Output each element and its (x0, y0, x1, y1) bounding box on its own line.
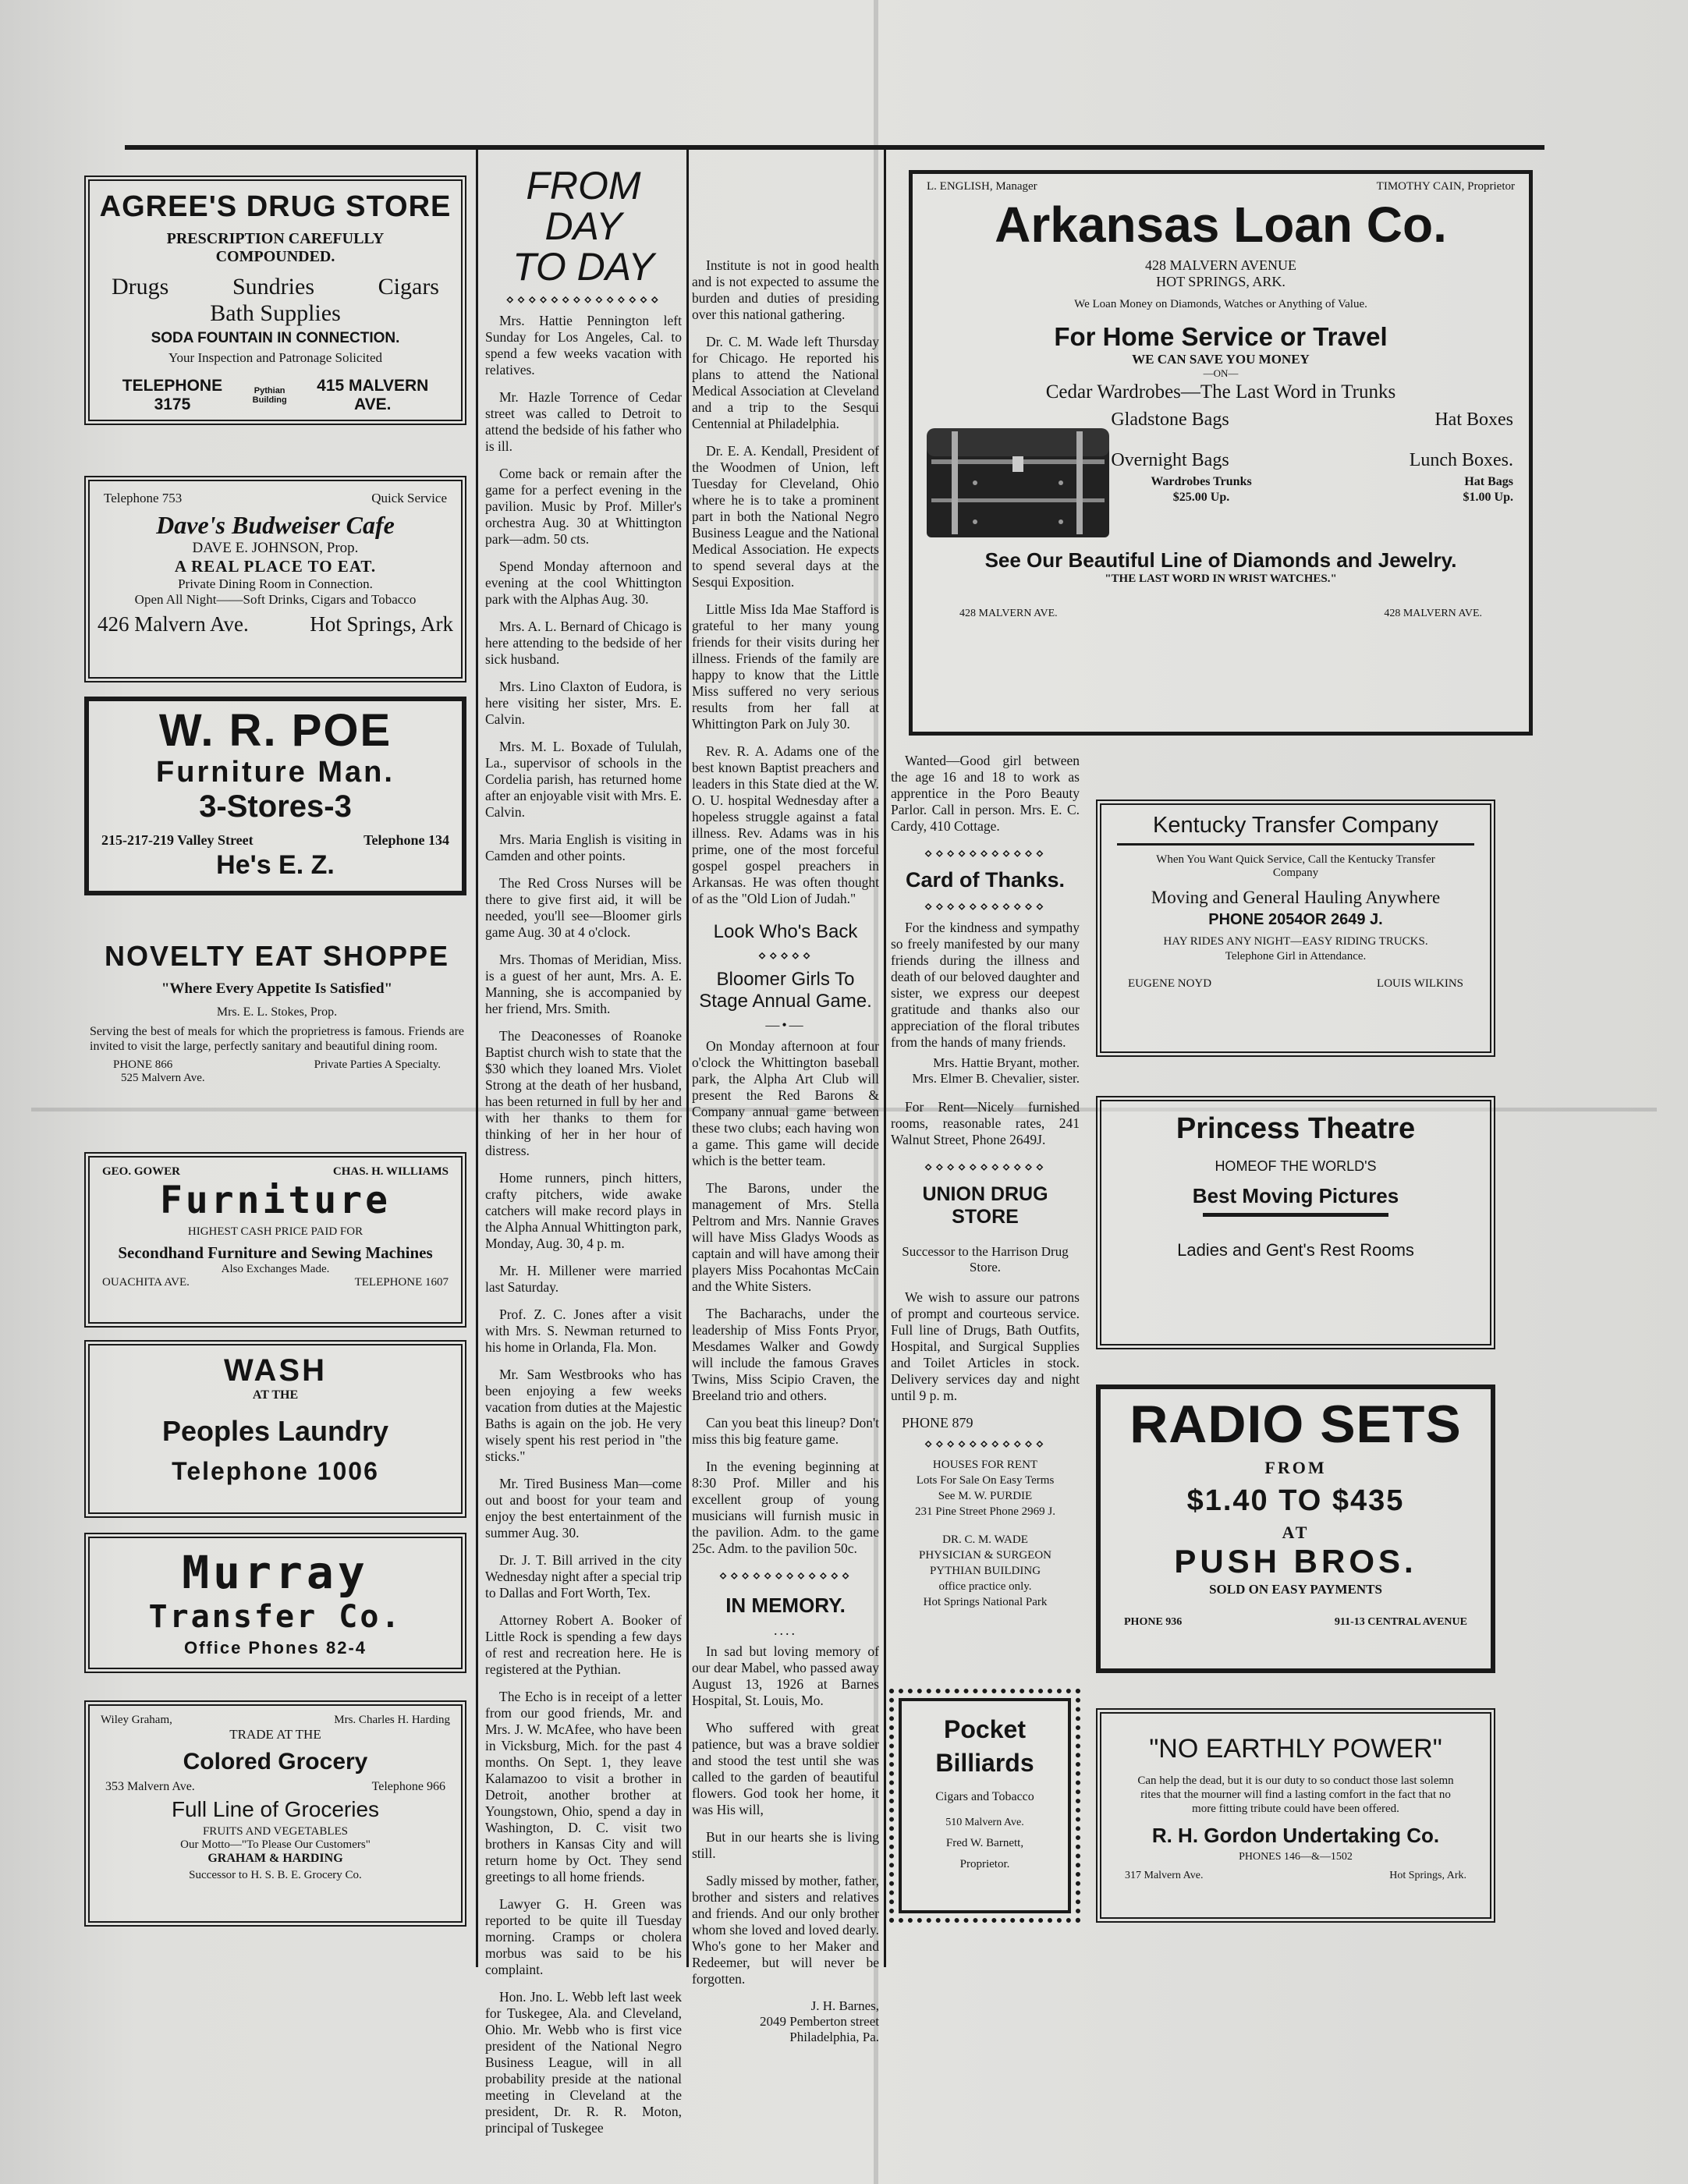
news-paragraph: Mrs. Lino Claxton of Eudora, is here visiting her sister, Mrs. E. Calvin. (485, 679, 682, 727)
ad-line: PYTHIAN BUILDING (929, 1565, 1041, 1577)
column-rule-2 (686, 150, 689, 1967)
ad-line: FROM (1264, 1458, 1327, 1477)
news-paragraph: Mr. Tired Business Man—come out and boost for your team and enjoy the best entertainment of the summer Aug. 30. (485, 1476, 682, 1540)
kentucky-transfer-ad (1096, 800, 1495, 1057)
news-paragraph: Prof. Z. C. Jones after a visit with Mrs. S. Newman returned to his home in Orlanda, Fla. Mon. (485, 1306, 682, 1355)
ad-address: 317 Malvern Ave. (1125, 1870, 1204, 1881)
ad-line: DR. C. M. WADE (942, 1533, 1028, 1546)
ad-line: Secondhand Furniture and Sewing Machines (118, 1243, 433, 1262)
ad-item: Overnight Bags (1111, 450, 1229, 470)
news-column-3 (692, 257, 879, 2044)
ad-line: Quick Service (371, 491, 447, 505)
news-paragraph: Mrs. Maria English is visiting in Camden and other points. (485, 831, 682, 863)
ad-title: Furniture (159, 1179, 392, 1222)
ad-telephone: Telephone 134 (363, 832, 449, 848)
ad-line: We Loan Money on Diamonds, Watches or Anything of Value. (1074, 298, 1367, 310)
news-paragraph: Spend Monday afternoon and evening at the cool Whittington park with the Alphas Aug. 30. (485, 558, 682, 607)
ad-telephone: TELEPHONE 1607 (354, 1276, 449, 1289)
top-rule (125, 145, 1544, 150)
headline-divider: ⋄⋄⋄⋄⋄ (757, 948, 814, 963)
ad-line: Private Dining Room in Connection. (178, 576, 373, 591)
ad-line: FRUITS AND VEGETABLES (202, 1825, 349, 1838)
ad-title: Pocket (944, 1715, 1026, 1743)
ad-line: R. H. Gordon Undertaking Co. (1151, 1824, 1440, 1847)
ad-line: He's E. Z. (216, 850, 335, 880)
dr-wade-card (891, 1532, 1080, 1610)
ad-title: Billiards (935, 1749, 1034, 1777)
news-paragraph: On Monday afternoon at four o'clock the Whittington baseball park, the Alpha Art Club will present the Red Barons & Company annual game between these two clubs; each having won a game. This game will decide which is the better team. (692, 1038, 879, 1168)
gower-furniture-ad (84, 1152, 466, 1328)
ad-title: NOVELTY EAT SHOPPE (104, 940, 450, 972)
ad-item: Bath Supplies (210, 300, 341, 326)
signature-line: Mrs. Elmer B. Chevalier, sister. (912, 1071, 1080, 1086)
ad-line: COMPOUNDED. (215, 248, 335, 265)
ad-line: Cedar Wardrobes—The Last Word in Trunks (1045, 381, 1396, 402)
ad-line: LOUIS WILKINS (1377, 977, 1463, 990)
ad-line: HAY RIDES ANY NIGHT—EASY RIDING TRUCKS. (1163, 935, 1428, 948)
ad-telephone: PHONES 146—&—1502 (1239, 1851, 1353, 1863)
ad-line: GRAHAM & HARDING (207, 1852, 343, 1865)
ad-title: "NO EARTHLY POWER" (1149, 1734, 1442, 1764)
ad-telephone: Telephone 966 (371, 1780, 445, 1793)
ad-title: AGREE'S DRUG STORE (99, 190, 452, 223)
ad-line: SOLD ON EASY PAYMENTS (1209, 1582, 1382, 1597)
news-paragraph: Mr. Hazle Torrence of Cedar street was called to Detroit to attend the bedside of his father who is ill. (485, 389, 682, 454)
news-paragraph: Mrs. Hattie Pennington left Sunday for Los Angeles, Cal. to spend a few weeks vacation with relatives. (485, 313, 682, 378)
column-rule-1 (476, 150, 478, 1967)
ad-item: Wardrobes Trunks (1151, 475, 1252, 488)
classified-wanted: Wanted—Good girl between the age 16 and 18 to work as apprentice in the Poro Beauty Parlor. Call in person. Mrs. E. C. Cardy, 410 Cottage. (891, 753, 1080, 834)
ad-item: Sundries (232, 274, 314, 300)
ad-item: Lunch Boxes. (1409, 450, 1513, 470)
gordon-undertaking-ad (1096, 1708, 1495, 1923)
ad-line: PHYSICIAN & SURGEON (918, 1549, 1052, 1562)
poe-furniture-ad (84, 697, 466, 895)
ad-body: Serving the best of meals for which the proprietress is famous. Friends are invited to visit the large, perfectly sanitary and beautiful dining room. (90, 1025, 464, 1053)
ad-headline: See Our Beautiful Line of Diamonds and Jewelry. (984, 548, 1457, 572)
ad-line: Transfer Co. (148, 1599, 402, 1635)
peoples-laundry-ad (84, 1340, 466, 1518)
ad-line: HIGHEST CASH PRICE PAID FOR (187, 1225, 363, 1238)
ad-telephone: PHONE 2054OR 2649 J. (1208, 911, 1383, 928)
news-paragraph: The Echo is in receipt of a letter from our good friends, Mr. and Mrs. J. W. McAfee, who have been in Vicksburg, Mich. for the past 4 months. On Sept. 1, they leave Kalamazoo to visit a brother in Detroit, another brother at Youngstown, Ohio, spend a day in Washington, D. C. visit two brothers in Kansas City and will return home by Oct. They send greetings to all home friends. (485, 1689, 682, 1884)
news-paragraph: Sadly missed by mother, father, brother and sisters and relatives and friends. And our only brother whom she loved and loved dearly. Who's gone to her Maker and Redeemer, but will never be forgotten. (692, 1873, 879, 1987)
murray-transfer-ad (84, 1533, 466, 1673)
ad-price: $1.00 Up. (1463, 491, 1513, 504)
ad-line: Mrs. E. L. Stokes, Prop. (216, 1005, 338, 1019)
news-paragraph: Dr. E. A. Kendall, President of the Woodmen of Union, left Tuesday for Cleveland, Ohio where he is to take a prominent part in both the National Negro Business League and the National Medical Association. He expects to spend several days at the Sesqui Exposition. (692, 443, 879, 590)
ad-address: 428 MALVERN AVENUE (1144, 257, 1297, 273)
ad-line: Also Exchanges Made. (221, 1263, 330, 1275)
radio-sets-ad (1096, 1384, 1495, 1673)
ad-line: 3-Stores-3 (199, 789, 352, 824)
ad-line: Private Parties A Specialty. (314, 1058, 441, 1071)
ad-line: —ON— (1203, 367, 1239, 379)
headline: Look Who's Back (713, 921, 858, 942)
ad-line: Mrs. Charles H. Harding (334, 1714, 450, 1726)
news-column-2 (485, 156, 682, 2136)
ad-title: Murray (182, 1546, 369, 1599)
ad-address: 428 MALVERN AVE. (1384, 608, 1482, 619)
ad-store: PUSH BROS. (1174, 1543, 1417, 1580)
signature-line: Mrs. Hattie Bryant, mother. (933, 1055, 1080, 1070)
signature-line: Philadelphia, Pa. (789, 2030, 879, 2044)
news-paragraph: But in our hearts she is living still. (692, 1829, 879, 1861)
news-paragraph: The Bacharachs, under the leadership of Miss Fonts Pryor, Mesdames Walker and Gowdy will include the famous Graves Twins, Miss Scipio Craven, the Breeland trio and others. (692, 1306, 879, 1403)
arkansas-loan-ad (909, 170, 1533, 736)
news-paragraph: Can you beat this lineup? Don't miss this big feature game. (692, 1415, 879, 1447)
ad-line: WE CAN SAVE YOU MONEY (1132, 352, 1310, 367)
ad-line: Best Moving Pictures (1192, 1184, 1399, 1207)
classified-for-rent: For Rent—Nicely furnished rooms, reasonable rates, 241 Walnut Street, Phone 2649J. (891, 1099, 1080, 1147)
card-of-thanks-body: For the kindness and sympathy so freely manifested by our many friends during the illness and death of our beloved daughter and sister, we express our deepest gratitude and thanks also our appreciation of the floral tributes from the hands of many friends. (891, 920, 1080, 1050)
ad-address: 353 Malvern Ave. (105, 1780, 195, 1793)
divider: ⋄⋄⋄⋄⋄⋄⋄⋄⋄⋄⋄ (924, 1436, 1047, 1452)
ad-price: $25.00 Up. (1172, 491, 1230, 504)
signature-line: J. H. Barnes, (810, 1998, 879, 2013)
news-paragraph: Mrs. Thomas of Meridian, Miss. is a guest of her aunt, Mrs. A. E. Manning, she is accompanied by her friend, Mrs. Smith. (485, 952, 682, 1016)
ad-line: AT THE (252, 1388, 299, 1402)
news-paragraph: In the evening beginning at 8:30 Prof. Miller and his excellent group of young musicians will furnish music in the pavilion. Adm. to the game 25c. Adm. to the pavilion 50c. (692, 1459, 879, 1556)
ad-line: A REAL PLACE TO EAT. (174, 557, 377, 576)
novelty-eat-shoppe-ad (90, 940, 464, 1127)
ad-body: We wish to assure our patrons of prompt and courteous service. Full line of Drugs, Bath Outfits, Hospital, and Surgical Supplies and Toilet Articles in stock. Delivery services day and night until 9 p. m. (891, 1289, 1080, 1403)
memory-signature (692, 1998, 879, 2045)
ad-line: Fred W. Barnett, (945, 1837, 1024, 1849)
ad-line: Pythian Building (252, 386, 287, 405)
divider: ⋄⋄⋄⋄⋄⋄⋄⋄⋄⋄⋄ (924, 1159, 1047, 1175)
ad-line: TRADE AT THE (229, 1727, 321, 1742)
ad-address: Hot Springs, Ark. (1389, 1870, 1466, 1881)
daves-cafe-ad (84, 476, 466, 682)
union-drug-store-title: UNION DRUG STORE (922, 1183, 1048, 1228)
ad-line: Successor to H. S. B. E. Grocery Co. (189, 1869, 362, 1881)
ad-line: Telephone Girl in Attendance. (1225, 950, 1367, 963)
news-paragraph: In sad but loving memory of our dear Mabel, who passed away August 13, 1926 at Barnes Hospital, St. Louis, Mo. (692, 1643, 879, 1708)
news-paragraph: Institute is not in good health and is not expected to assume the burden and duties of presiding over this national gathering. (692, 257, 879, 322)
news-paragraph: The Deaconesses of Roanoke Baptist church wish to state that the $30 which they loaned Mrs. Violet Strong at the death of her husband, has been returned in full by her and with her thanks to them for thinking of her in her hour of distress. (485, 1028, 682, 1158)
news-paragraph: The Barons, under the management of Mrs. Stella Peltrom and Mrs. Nannie Graves will have Miss Gladys Woods as captain and will have among their players Miss Pocahontas McCain and the White Sisters. (692, 1180, 879, 1294)
ad-title: Arkansas Loan Co. (995, 197, 1447, 253)
ad-line: TIMOTHY CAIN, Proprietor (1376, 180, 1515, 193)
news-paragraph: Mr. Sam Westbrooks who has been enjoying a few weeks vacation from duties at the Majestic Baths is again on the job. He very wisely spent his rest period in "the sticks." (485, 1367, 682, 1464)
news-paragraph: Come back or remain after the game for a perfect evening in the pavilion. Music by Prof. Miller's orchestra Aug. 30 at Whittington park—adm. 50 cts. (485, 466, 682, 547)
ad-line: HOMEOF THE WORLD'S (1215, 1158, 1377, 1174)
ad-headline: For Home Service or Travel (1054, 322, 1388, 351)
ad-title: Kentucky Transfer Company (1153, 813, 1438, 838)
card-signature (891, 1055, 1080, 1087)
news-items (692, 1038, 879, 1557)
ad-line: When You Want Quick Service, Call the Kentucky Transfer Company (1156, 853, 1435, 879)
ad-address: 428 MALVERN AVE. (959, 608, 1058, 619)
news-paragraph: Mrs. A. L. Bernard of Chicago is here attending to the bedside of her sick husband. (485, 619, 682, 667)
ad-line: SODA FOUNTAIN IN CONNECTION. (151, 330, 400, 346)
ad-telephone: PHONE 936 (1124, 1616, 1183, 1628)
ad-address: 510 Malvern Ave. (945, 1817, 1024, 1828)
ad-line: EUGENE NOYD (1128, 977, 1212, 990)
ad-line: Lots For Sale On Easy Terms (916, 1474, 1055, 1487)
colored-grocery-ad (84, 1700, 466, 1927)
ad-address: 525 Malvern Ave. (121, 1072, 205, 1084)
trunk-illustration (920, 413, 1115, 545)
princess-theatre-ad (1096, 1096, 1495, 1349)
ad-item: Gladstone Bags (1111, 410, 1229, 430)
ad-title: RADIO SETS (1129, 1395, 1462, 1454)
ad-line: GEO. GOWER (102, 1165, 181, 1178)
ad-line: Full Line of Groceries (171, 1797, 380, 1821)
ad-telephone: Office Phones 82-4 (183, 1638, 367, 1658)
ad-line: AT (1282, 1523, 1310, 1542)
ad-telephone: Telephone 753 (104, 491, 183, 505)
agree-drug-store-ad (84, 176, 466, 425)
ad-line: "THE LAST WORD IN WRIST WATCHES." (1105, 573, 1337, 585)
section-divider: ⋄⋄⋄⋄⋄⋄⋄⋄⋄⋄⋄⋄⋄⋄ (505, 292, 661, 307)
ad-line: Our Motto—"To Please Our Customers" (180, 1838, 371, 1851)
ad-title: Princess Theatre (1176, 1112, 1416, 1145)
news-paragraph: Dr. C. M. Wade left Thursday for Chicago. He reported his plans to attend the National Medical Association at Cleveland and a trip to the Sesqui Centennial at Philadelphia. (692, 334, 879, 431)
news-paragraph: Mrs. M. L. Boxade of Tululah, La., supervisor of schools in the Cordelia parish, has returned home after an enjoyable visit with Mrs. E. Calvin. (485, 739, 682, 820)
headline-divider: —•— (765, 1017, 806, 1033)
divider: ⋄⋄⋄⋄⋄⋄⋄⋄⋄⋄⋄⋄ (718, 1568, 853, 1583)
news-paragraph: Rev. R. A. Adams one of the best known Baptist preachers and leaders in this State died at the W. O. U. hospital Wednesday after a hopeless struggle against a fatal illness. Rev. Adams was in his prime, one of the most forceful gospel gospel preachers in Arkansas. He was often thought of as the "Old Lion of Judah." (692, 743, 879, 906)
ad-line: Furniture Man. (156, 756, 395, 789)
news-paragraph: Lawyer G. H. Green was reported to be quite ill Tuesday morning. Cramps or cholera morbus was said to be his complaint. (485, 1896, 682, 1977)
headline: Card of Thanks. (905, 868, 1066, 892)
houses-for-rent-ad (891, 1457, 1080, 1519)
ad-line: Hot Springs National Park (923, 1596, 1048, 1608)
ad-line: CHAS. H. WILLIAMS (332, 1165, 449, 1178)
ad-title: WASH (224, 1353, 327, 1388)
ad-item: Cigars (378, 274, 439, 300)
ad-telephone: TELEPHONE 3175 (122, 377, 223, 413)
ad-telephone: PHONE 879 (902, 1415, 973, 1431)
divider: ⋄⋄⋄⋄⋄⋄⋄⋄⋄⋄⋄ (924, 846, 1047, 861)
news-paragraph: Hon. Jno. L. Webb left last week for Tuskegee, Ala. and Cleveland, Ohio. Mr. Webb who is first vice president of the National Negro Business League, will in all probability preside at the national meeting in Cleveland at the president, Dr. R. R. Moton, principal of Tuskegee (485, 1989, 682, 2136)
ad-line: Wiley Graham, (101, 1714, 172, 1726)
ad-line: Moving and General Hauling Anywhere (1151, 888, 1441, 907)
ad-title: W. R. POE (158, 705, 392, 756)
ad-line: HOUSES FOR RENT (932, 1459, 1038, 1471)
ad-line: DAVE E. JOHNSON, Prop. (192, 540, 359, 556)
news-paragraph: Home runners, pinch hitters, crafty pitchers, wide awake catchers will make record plays in the Alpha Annual Whittington park, Monday, Aug. 30, 4 p. m. (485, 1170, 682, 1251)
ad-line: Cigars and Tobacco (935, 1790, 1034, 1803)
section-title-line: FROM DAY (526, 164, 641, 248)
ad-title: Dave's Budweiser Cafe (156, 511, 395, 539)
news-items (485, 313, 682, 2136)
divider: ⋄⋄⋄⋄⋄⋄⋄⋄⋄⋄⋄ (924, 899, 1047, 914)
ad-telephone: PHONE 866 (113, 1058, 173, 1071)
signature-line: 2049 Pemberton street (760, 2014, 879, 2029)
section-title-line: TO DAY (512, 245, 654, 289)
ad-address: OUACHITA AVE. (102, 1276, 190, 1289)
column-rule-3 (884, 150, 886, 1967)
ad-address: 415 MALVERN AVE. (317, 377, 429, 413)
ad-price: $1.40 TO $435 (1186, 1484, 1405, 1517)
ad-line: L. ENGLISH, Manager (927, 180, 1037, 193)
ad-telephone: Telephone 1006 (172, 1457, 379, 1485)
ad-line: Your Inspection and Patronage Solicited (168, 350, 382, 365)
ad-line: Open All Night——Soft Drinks, Cigars and Tobacco (134, 592, 417, 607)
news-paragraph: The Red Cross Nurses will be there to give first aid, it will be needed, you'll see—Bloomer girls game Aug. 30 at 4 o'clock. (485, 875, 682, 940)
news-items (692, 257, 879, 907)
ad-address: HOT SPRINGS, ARK. (1156, 274, 1286, 289)
ad-address: 215-217-219 Valley Street (101, 832, 254, 848)
ad-body: Can help the dead, but it is our duty to so conduct those last solemn rites that the mourner will find a lasting comfort in the fact that no more fitting tribute could have been offered. (1137, 1774, 1454, 1815)
news-paragraph: Dr. J. T. Bill arrived in the city Wednesday night after a special trip to Dallas and Fort Worth, Tex. (485, 1552, 682, 1601)
ad-line: PRESCRIPTION CAREFULLY (166, 230, 385, 247)
section-title (485, 165, 682, 287)
ad-line: Ladies and Gent's Rest Rooms (1177, 1240, 1414, 1260)
headline: Stage Annual Game. (699, 991, 872, 1012)
ad-address: 426 Malvern Ave. (98, 612, 249, 636)
ad-item: Drugs (112, 274, 169, 300)
ad-line: See M. W. PURDIE (938, 1490, 1033, 1502)
news-paragraph: Little Miss Ida Mae Stafford is grateful to her many young friends for their visits during her illness. Friends of the family are happy to know that the Little Miss suffered no very serious results from her fall at Whittington Park on July 30. (692, 601, 879, 732)
ad-item: Hat Bags (1464, 475, 1513, 488)
headline-divider: .... (774, 1622, 797, 1638)
headline: IN MEMORY. (725, 1594, 846, 1617)
ad-title: Colored Grocery (183, 1749, 368, 1774)
news-paragraph: Mr. H. Millener were married last Saturday. (485, 1263, 682, 1295)
ad-address: Hot Springs, Ark (310, 612, 453, 636)
ad-line: Proprietor. (959, 1858, 1010, 1870)
ad-line: Successor to the Harrison Drug Store. (902, 1244, 1069, 1275)
ad-line: "Where Every Appetite Is Satisfied" (161, 980, 393, 997)
ad-address: 911-13 CENTRAL AVENUE (1334, 1616, 1467, 1628)
ad-line: 231 Pine Street Phone 2969 J. (915, 1505, 1055, 1518)
memory-text (692, 1643, 879, 1987)
ad-line: office practice only. (938, 1580, 1032, 1593)
headline: Bloomer Girls To (716, 969, 855, 990)
news-paragraph: Who suffered with great patience, but was a brave soldier and stood the test until she was called to the garden of beautiful flowers. God took her home, it was His will, (692, 1720, 879, 1817)
pocket-billiards-ad (889, 1689, 1080, 1923)
ad-line: Peoples Laundry (161, 1415, 389, 1447)
ad-item: Hat Boxes (1434, 410, 1513, 430)
news-paragraph: Attorney Robert A. Booker of Little Rock is spending a few days of rest and recreation here. He is registered at the Pythian. (485, 1612, 682, 1677)
